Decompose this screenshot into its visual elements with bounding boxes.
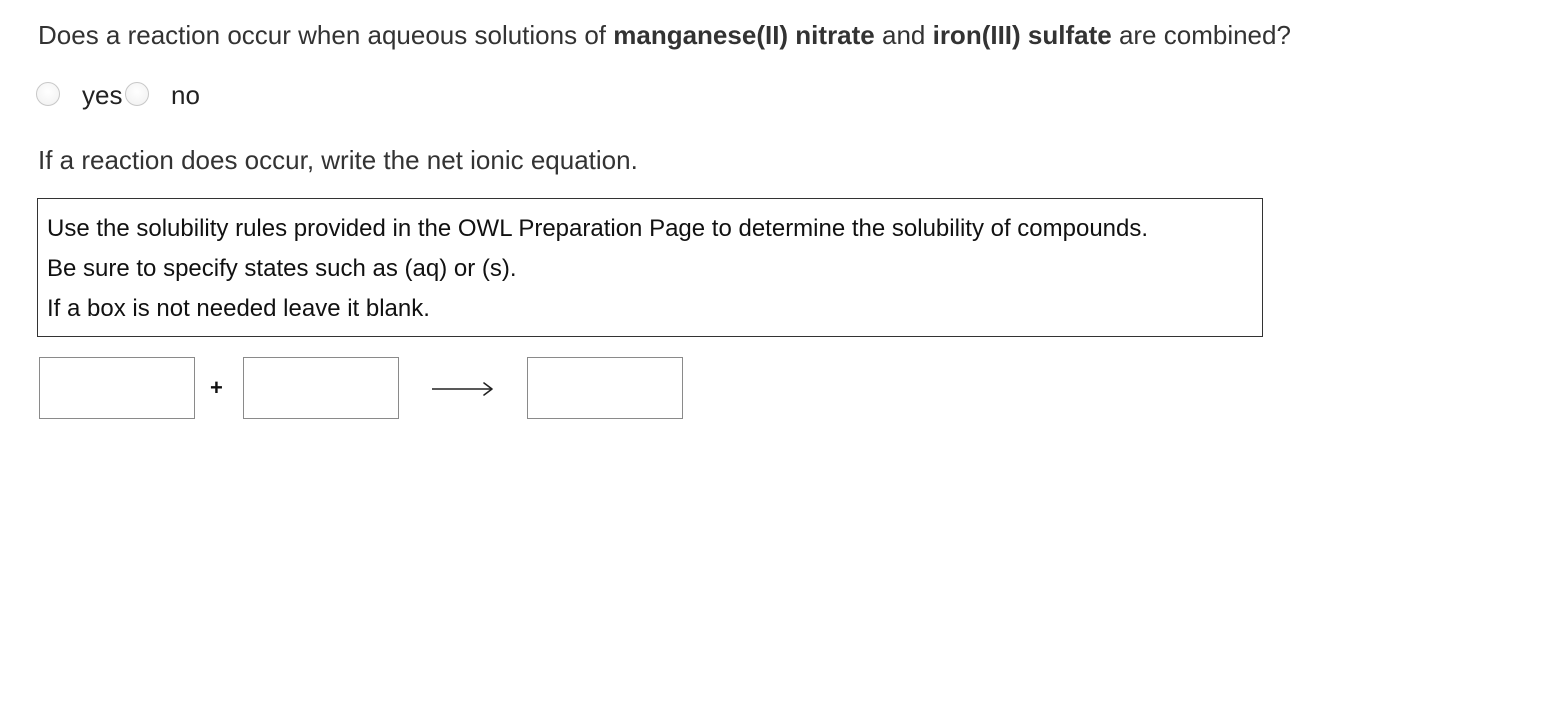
yes-label[interactable]: yes	[82, 80, 123, 110]
question-text	[38, 18, 1291, 52]
question-suffix: are combined?	[1111, 20, 1291, 50]
reactant-1-name: manganese(II) nitrate	[613, 20, 875, 50]
info-line-states: Be sure to specify states such as (aq) or (s).	[47, 255, 517, 282]
no-label[interactable]: no	[171, 80, 200, 110]
yes-radio-button[interactable]	[36, 82, 60, 106]
plus-sign: +	[210, 375, 223, 400]
reactant-1-input[interactable]	[39, 357, 195, 419]
question-prefix: Does a reaction occur when aqueous solutions of	[38, 20, 614, 50]
reactant-2-name: iron(III) sulfate	[932, 20, 1112, 50]
solubility-info-box	[37, 198, 1263, 337]
question-middle: and	[874, 20, 933, 50]
net-ionic-instruction: If a reaction does occur, write the net ionic equation.	[38, 145, 638, 175]
info-line-solubility-rules: Use the solubility rules provided in the OWL Preparation Page to determine the solubility of compounds.	[47, 215, 1149, 242]
no-radio-button[interactable]	[125, 82, 149, 106]
right-arrow-icon	[432, 380, 494, 398]
product-input[interactable]	[527, 357, 683, 419]
reactant-2-input[interactable]	[243, 357, 399, 419]
info-line-blank-boxes: If a box is not needed leave it blank.	[47, 295, 430, 322]
